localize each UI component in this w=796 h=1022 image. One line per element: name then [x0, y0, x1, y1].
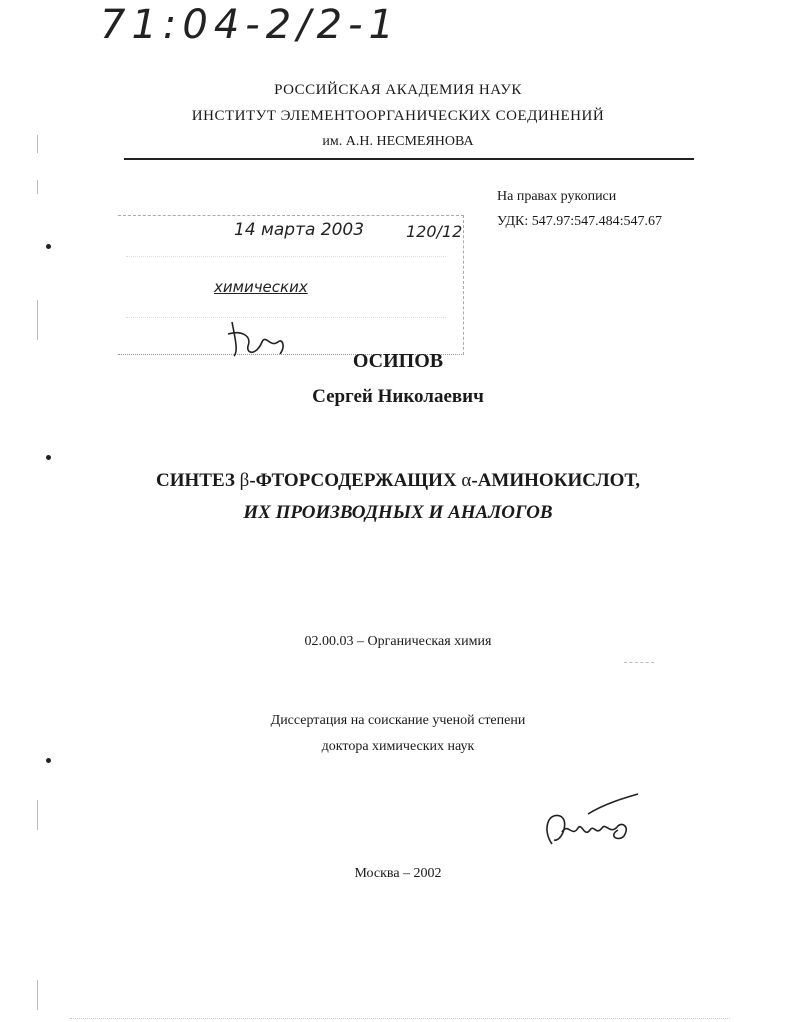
- scan-speck: [46, 758, 51, 763]
- specialty: 02.00.03 – Органическая химия: [304, 634, 492, 649]
- header-named-after: им. А.Н. НЕСМЕЯНОВА: [322, 134, 474, 149]
- manuscript-rights: На правах рукописи: [497, 189, 617, 204]
- scan-speck: [46, 455, 51, 460]
- stamp-number: 120/12: [406, 222, 463, 241]
- title-text: -АМИНОКИСЛОТ,: [471, 470, 640, 491]
- scan-mark: [37, 800, 38, 830]
- author-signature: [538, 786, 648, 856]
- alpha-symbol: α: [461, 470, 472, 491]
- scan-edge: [70, 1018, 730, 1020]
- title-text: -ФТОРСОДЕРЖАЩИХ: [249, 470, 462, 491]
- stamp-date: 14 марта 2003: [234, 220, 365, 240]
- header-academy: РОССИЙСКАЯ АКАДЕМИЯ НАУК: [274, 82, 522, 98]
- title-text: СИНТЕЗ: [156, 470, 240, 491]
- scan-mark: [37, 300, 38, 340]
- scan-dash: [624, 662, 654, 664]
- scan-mark: [37, 980, 38, 1010]
- city-year: Москва – 2002: [354, 866, 442, 881]
- header-institute: ИНСТИТУТ ЭЛЕМЕНТООРГАНИЧЕСКИХ СОЕДИНЕНИЙ: [191, 108, 605, 124]
- dissertation-title-line2: ИХ ПРОИЗВОДНЫХ И АНАЛОГОВ: [243, 502, 553, 523]
- scan-mark: [37, 180, 38, 194]
- beta-symbol: β: [239, 470, 250, 491]
- udc-code: УДК: 547.97:547.484:547.67: [497, 214, 663, 229]
- dissertation-title-line1: [0, 470, 796, 492]
- author-surname: ОСИПОВ: [352, 350, 444, 372]
- stamp-word: химических: [214, 278, 308, 296]
- archive-code: 71:04-2/2-1: [100, 2, 400, 48]
- author-name: Сергей Николаевич: [312, 386, 484, 407]
- degree-line1: Диссертация на соискание ученой степени: [270, 713, 526, 728]
- header-rule: [124, 158, 694, 160]
- degree-line2: доктора химических наук: [321, 739, 475, 754]
- scan-speck: [46, 244, 51, 249]
